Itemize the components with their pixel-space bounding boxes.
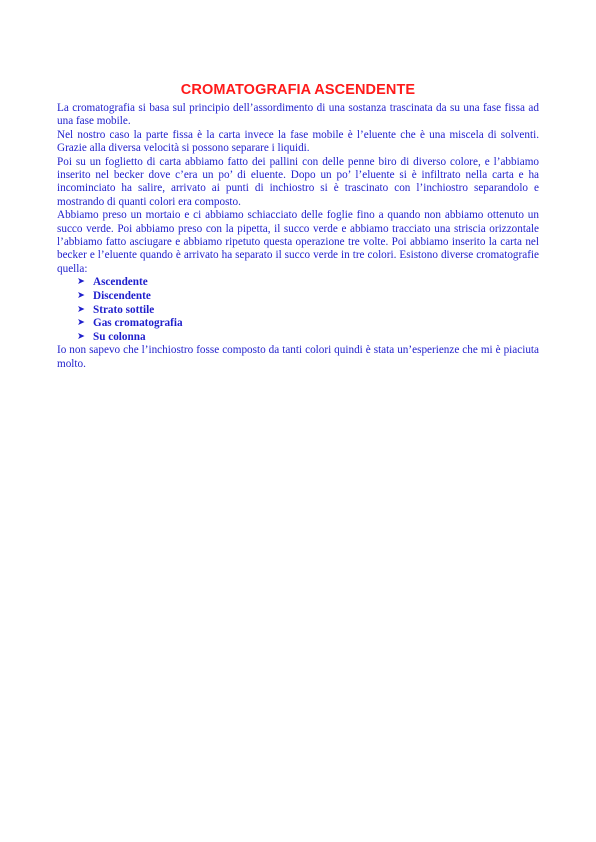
arrow-bullet-icon: ➤: [77, 277, 85, 288]
paragraph-leaf-experiment: Abbiamo preso un mortaio e ci abbiamo schiacciato delle foglie fino a quando non abbiamo ottenuto un succo verde. Poi abbiamo preso con la pipetta, il succo verde e abbiamo tracciato una striscia orizzontale l’abbiamo fatto asciugare e abbiamo ripetuto questa operazione tre volte. Poi abbiamo inserito la carta nel becker e l’eluente quando è arrivato ha separato il succo verde in tre colori. Esistono diverse cromatografie quella:: [57, 209, 539, 275]
chromatography-types-list: [57, 276, 539, 344]
list-item: [77, 303, 539, 317]
list-item-label: Strato sottile: [93, 303, 155, 316]
list-item-label: Discendente: [93, 289, 151, 302]
page-title: CROMATOGRAFIA ASCENDENTE: [180, 82, 416, 98]
arrow-bullet-icon: ➤: [77, 290, 85, 301]
arrow-bullet-icon: ➤: [77, 331, 85, 342]
list-item: [77, 276, 539, 290]
list-item-label: Gas cromatografia: [93, 317, 183, 330]
list-item: [77, 290, 539, 304]
paragraph-intro: La cromatografia si basa sul principio dell’assordimento di una sostanza trascinata da su una fase fissa ad una fase mobile.: [57, 102, 539, 128]
paragraph-ink-experiment: Poi su un foglietto di carta abbiamo fatto dei pallini con delle penne biro di diverso colore, e l’abbiamo inserito nel becker dove c’era un po’ di eluente. Dopo un po’ l’eluente si è infiltrato nella carta e ha incominciato ha salire, arrivato ai punti di inchiostro si è trascinato con l’inchiostro separandolo e mostrando di quanti colori era composto.: [57, 155, 539, 208]
arrow-bullet-icon: ➤: [77, 304, 85, 315]
list-item: [77, 317, 539, 331]
document-page: [57, 82, 539, 371]
paragraph-phases: Nel nostro caso la parte fissa è la carta invece la fase mobile è l’eluente che è una miscela di solventi. Grazie alla diversa velocità si possono separare i liquidi.: [57, 128, 539, 155]
list-item-label: Ascendente: [93, 276, 148, 289]
paragraph-closing: Io non sapevo che l’inchiostro fosse composto da tanti colori quindi è stata un’esperienze che mi è piaciuta molto.: [57, 344, 539, 370]
arrow-bullet-icon: ➤: [77, 318, 85, 329]
list-item-label: Su colonna: [93, 330, 146, 343]
list-item: [77, 331, 539, 345]
